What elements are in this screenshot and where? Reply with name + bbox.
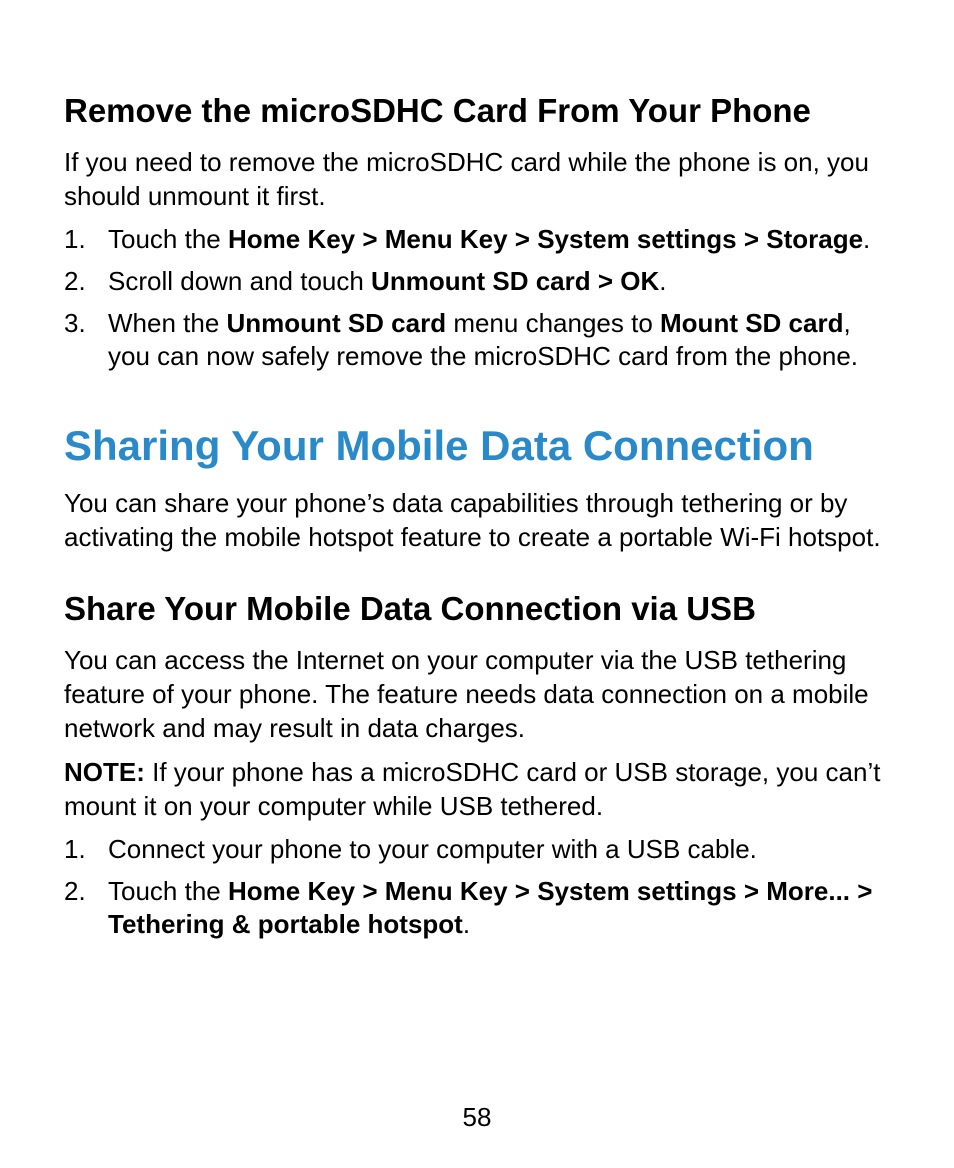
step-number: 3. xyxy=(64,308,86,338)
list-item: 3. When the Unmount SD card menu changes to Mount SD card, you can now safely remove the microSDHC card from the phone. xyxy=(64,308,859,371)
sharing-intro: You can share your phone’s data capabilities through tethering or by activating the mobile hotspot feature to create a portable Wi-Fi hotspot. xyxy=(64,488,881,552)
list-item: 2. Scroll down and touch Unmount SD card > OK. xyxy=(64,266,667,296)
step-number: 2. xyxy=(64,876,86,906)
list-item: 1. Connect your phone to your computer with a USB cable. xyxy=(64,834,757,864)
document-page xyxy=(64,88,894,950)
menu-path: Home Key > Menu Key > System settings > Storage xyxy=(227,224,864,254)
section-title-remove-card: Remove the microSDHC Card From Your Phone xyxy=(64,92,811,129)
note-text: If your phone has a microSDHC card or USB storage, you can’t mount it on your computer while USB tethered. xyxy=(64,757,881,821)
menu-path: Home Key > Menu Key > System settings > More... > Tethering & portable hotspot xyxy=(108,876,873,939)
usb-note xyxy=(64,755,894,823)
menu-path: Unmount SD card > OK xyxy=(371,266,660,296)
list-item: 1. Touch the Home Key > Menu Key > System settings > Storage. xyxy=(64,224,871,254)
page-number: 58 xyxy=(462,1102,492,1132)
menu-label: Mount SD card xyxy=(660,308,844,338)
list-item: 2. Touch the Home Key > Menu Key > System settings > More... > Tethering & portable hotspot. xyxy=(64,876,873,939)
remove-card-intro: If you need to remove the microSDHC card while the phone is on, you should unmount it first. xyxy=(64,147,869,211)
menu-label: Unmount SD card xyxy=(226,308,447,338)
usb-steps xyxy=(64,833,894,941)
usb-intro: You can access the Internet on your computer via the USB tethering feature of your phone. The feature needs data connection on a mobile network and may result in data charges. xyxy=(64,645,869,743)
section-title-usb: Share Your Mobile Data Connection via USB xyxy=(64,590,756,627)
step-number: 1. xyxy=(64,834,86,864)
chapter-title-sharing: Sharing Your Mobile Data Connection xyxy=(64,422,814,469)
remove-card-steps xyxy=(64,223,894,373)
note-label: NOTE: xyxy=(64,757,145,787)
step-number: 1. xyxy=(64,224,86,254)
spacer xyxy=(64,382,894,420)
spacer xyxy=(64,564,894,586)
step-number: 2. xyxy=(64,266,86,296)
